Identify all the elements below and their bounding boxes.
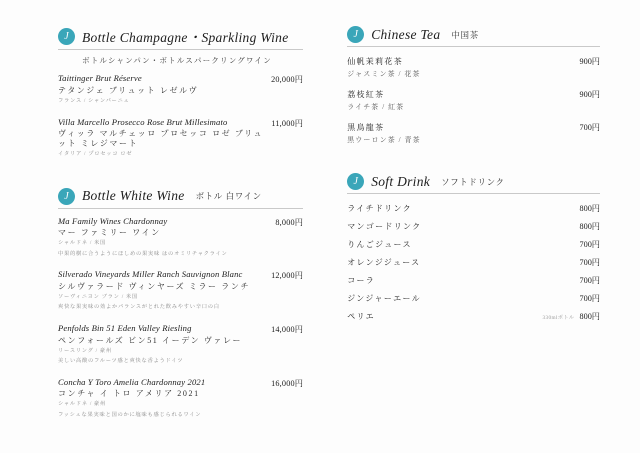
item-text: [58, 377, 271, 420]
right-column: [333, 26, 606, 433]
item-note: 330mlボトル: [542, 315, 575, 321]
item-name-jp: コーラ: [347, 276, 376, 285]
item-name-jp: オレンジジュース: [347, 258, 421, 267]
item-name-en: Concha Y Toro Amelia Chardonnay 2021: [58, 376, 206, 387]
item-price-group: [575, 203, 600, 214]
item-text: [58, 73, 271, 106]
spacer: [58, 170, 303, 188]
list-item: [58, 323, 303, 366]
item-price: 16,000円: [271, 378, 304, 388]
item-note-description: フッシュな果実味と国のかに塩味も感じられるワイン: [58, 411, 202, 418]
list-item: [347, 257, 600, 268]
section-title-white-wine-jp: ボトル 白ワイン: [195, 191, 262, 202]
item-price-group: [580, 56, 600, 67]
item-text: [347, 90, 579, 112]
item-price: 700円: [579, 294, 600, 303]
soft-drink-item-list: [347, 203, 600, 322]
section-header-white-wine: [58, 188, 303, 209]
item-name-jp: テタンジェ ブリュット レゼルヴ: [58, 85, 199, 95]
item-name-jp: マー ファミリー ワイン: [58, 228, 161, 238]
item-name-jp: 荔枝紅茶: [347, 90, 385, 99]
item-note: イタリア / プロセッコ ロゼ: [58, 150, 133, 157]
item-price-group: [575, 293, 600, 304]
list-item: [58, 269, 303, 312]
list-item: [58, 216, 303, 259]
item-price: 700円: [579, 258, 600, 267]
brand-logo-icon: J: [347, 26, 364, 43]
item-note: フランス / シャンパーニュ: [58, 97, 130, 104]
item-text: [347, 204, 574, 214]
item-subtitle: ジャスミン茶 / 花茶: [347, 70, 421, 78]
brand-logo-icon: J: [58, 28, 75, 45]
list-item: [347, 239, 600, 250]
champagne-item-list: [58, 73, 303, 159]
list-item: [58, 117, 303, 159]
item-text: [347, 312, 542, 322]
list-item: [347, 122, 600, 145]
item-note-origin: シャルドネ / 米国: [58, 240, 107, 247]
item-note-origin: ソーヴィニヨン ブラン / 米国: [58, 294, 138, 301]
section-header-champagne: [58, 26, 303, 50]
item-note-description: 美しい高酸のフルーツ感と爽快な香ようドイツ: [58, 357, 184, 364]
item-name-en: Ma Family Wines Chardonnay: [58, 215, 168, 226]
item-name-jp: りんごジュース: [347, 240, 412, 249]
item-name-jp: シルヴァラード ヴィンヤーズ ミラー ランチ: [58, 282, 251, 291]
section-title-champagne: Bottle Champagne・Sparkling Wine: [82, 30, 289, 45]
list-item: [347, 275, 600, 286]
section-soft-drink: [347, 173, 600, 322]
list-item: [347, 221, 600, 232]
item-name-jp: コンチャ イ トロ アメリア 2021: [58, 389, 200, 399]
list-item: [347, 203, 600, 214]
item-name-jp: ライチドリンク: [347, 204, 412, 213]
item-text: [58, 117, 271, 159]
item-price: 14,000円: [271, 324, 304, 334]
list-item: [347, 293, 600, 304]
item-price-group: [575, 275, 600, 286]
item-name-en: Silverado Vineyards Miller Ranch Sauvignon Blanc: [58, 269, 243, 280]
item-price: 700円: [579, 123, 600, 132]
item-text: [347, 240, 574, 250]
section-header-soft-drink: [347, 173, 600, 194]
item-note-description: 爽快な果実味の効よかパランスがとれた飲みやすい辛口の白: [58, 304, 220, 311]
item-price: 700円: [579, 240, 600, 249]
item-text: [58, 216, 275, 259]
item-price: 900円: [579, 57, 600, 66]
item-price: 11,000円: [271, 118, 304, 128]
item-price: 20,000円: [271, 75, 304, 84]
item-name-jp: マンゴードリンク: [347, 222, 422, 231]
list-item: [347, 56, 600, 79]
item-text: [58, 323, 271, 366]
item-price: 700円: [579, 276, 600, 285]
section-title-chinese-tea: Chinese Tea: [371, 26, 441, 42]
item-name-jp: ペリエ: [347, 312, 375, 321]
spacer: [347, 155, 600, 173]
item-price: 900円: [579, 90, 600, 99]
item-name-en: Villa Marcello Prosecco Rose Brut Millesimato: [58, 116, 228, 127]
item-text: [347, 57, 579, 79]
item-note-origin: シャルドネ / 豪州: [58, 401, 107, 408]
item-price: 12,000円: [271, 271, 304, 281]
item-text: [347, 276, 574, 286]
item-price: 800円: [579, 312, 600, 321]
item-price: 800円: [579, 204, 600, 213]
section-champagne: [58, 26, 303, 159]
item-name-jp: 黒鳥龍茶: [347, 123, 385, 132]
item-name-en: Penfolds Bin 51 Eden Valley Riesling: [58, 322, 192, 333]
section-white-wine: [58, 188, 303, 420]
item-name-jp: 仙帆茉莉花茶: [347, 57, 404, 66]
item-price: 8,000円: [275, 217, 304, 227]
left-column: [34, 26, 307, 433]
item-subtitle: ライチ茶 / 紅茶: [347, 103, 405, 111]
section-title-soft-drink: Soft Drink: [371, 173, 431, 189]
section-header-chinese-tea: [347, 26, 600, 47]
item-name-en: Taittinger Brut Réserve: [58, 73, 142, 83]
item-name-jp: ジンジャーエール: [347, 294, 421, 303]
section-subtitle-champagne: ボトルシャンパン・ボトルスパークリングワイン: [82, 56, 272, 65]
item-text: [347, 123, 579, 145]
list-item: [347, 311, 600, 322]
item-text: [347, 294, 574, 304]
list-item: [58, 73, 303, 106]
chinese-tea-item-list: [347, 56, 600, 145]
item-name-jp: ヴィッラ マルチェッロ プロセッコ ロゼ ブリュット ミレジマート: [58, 129, 264, 148]
brand-logo-icon: J: [58, 188, 75, 205]
section-chinese-tea: [347, 26, 600, 145]
item-text: [347, 222, 574, 232]
item-price-group: [575, 221, 600, 232]
list-item: [347, 89, 600, 112]
item-name-jp: ペンフォールズ ビン51 イーデン ヴァレー: [58, 335, 243, 345]
item-price-group: [575, 239, 600, 250]
brand-logo-icon: J: [347, 173, 364, 190]
item-note-description: 中果的樹に合うようにほしめの果実味 はのオミリチャクライン: [58, 250, 228, 257]
item-price: 800円: [579, 222, 600, 231]
item-subtitle: 黒ウーロン茶 / 青茶: [347, 136, 421, 144]
item-text: [58, 269, 271, 312]
white-wine-item-list: [58, 216, 303, 420]
item-price-group: [542, 311, 600, 322]
item-note-origin: リースリング / 豪州: [58, 347, 112, 354]
item-price-group: [575, 257, 600, 268]
section-title-chinese-tea-jp: 中国茶: [451, 29, 479, 40]
section-title-white-wine: Bottle White Wine: [82, 188, 185, 204]
section-title-soft-drink-jp: ソフトドリンク: [441, 176, 505, 187]
item-price-group: [580, 89, 600, 100]
list-item: [58, 377, 303, 420]
item-text: [347, 258, 574, 268]
item-price-group: [580, 122, 600, 133]
